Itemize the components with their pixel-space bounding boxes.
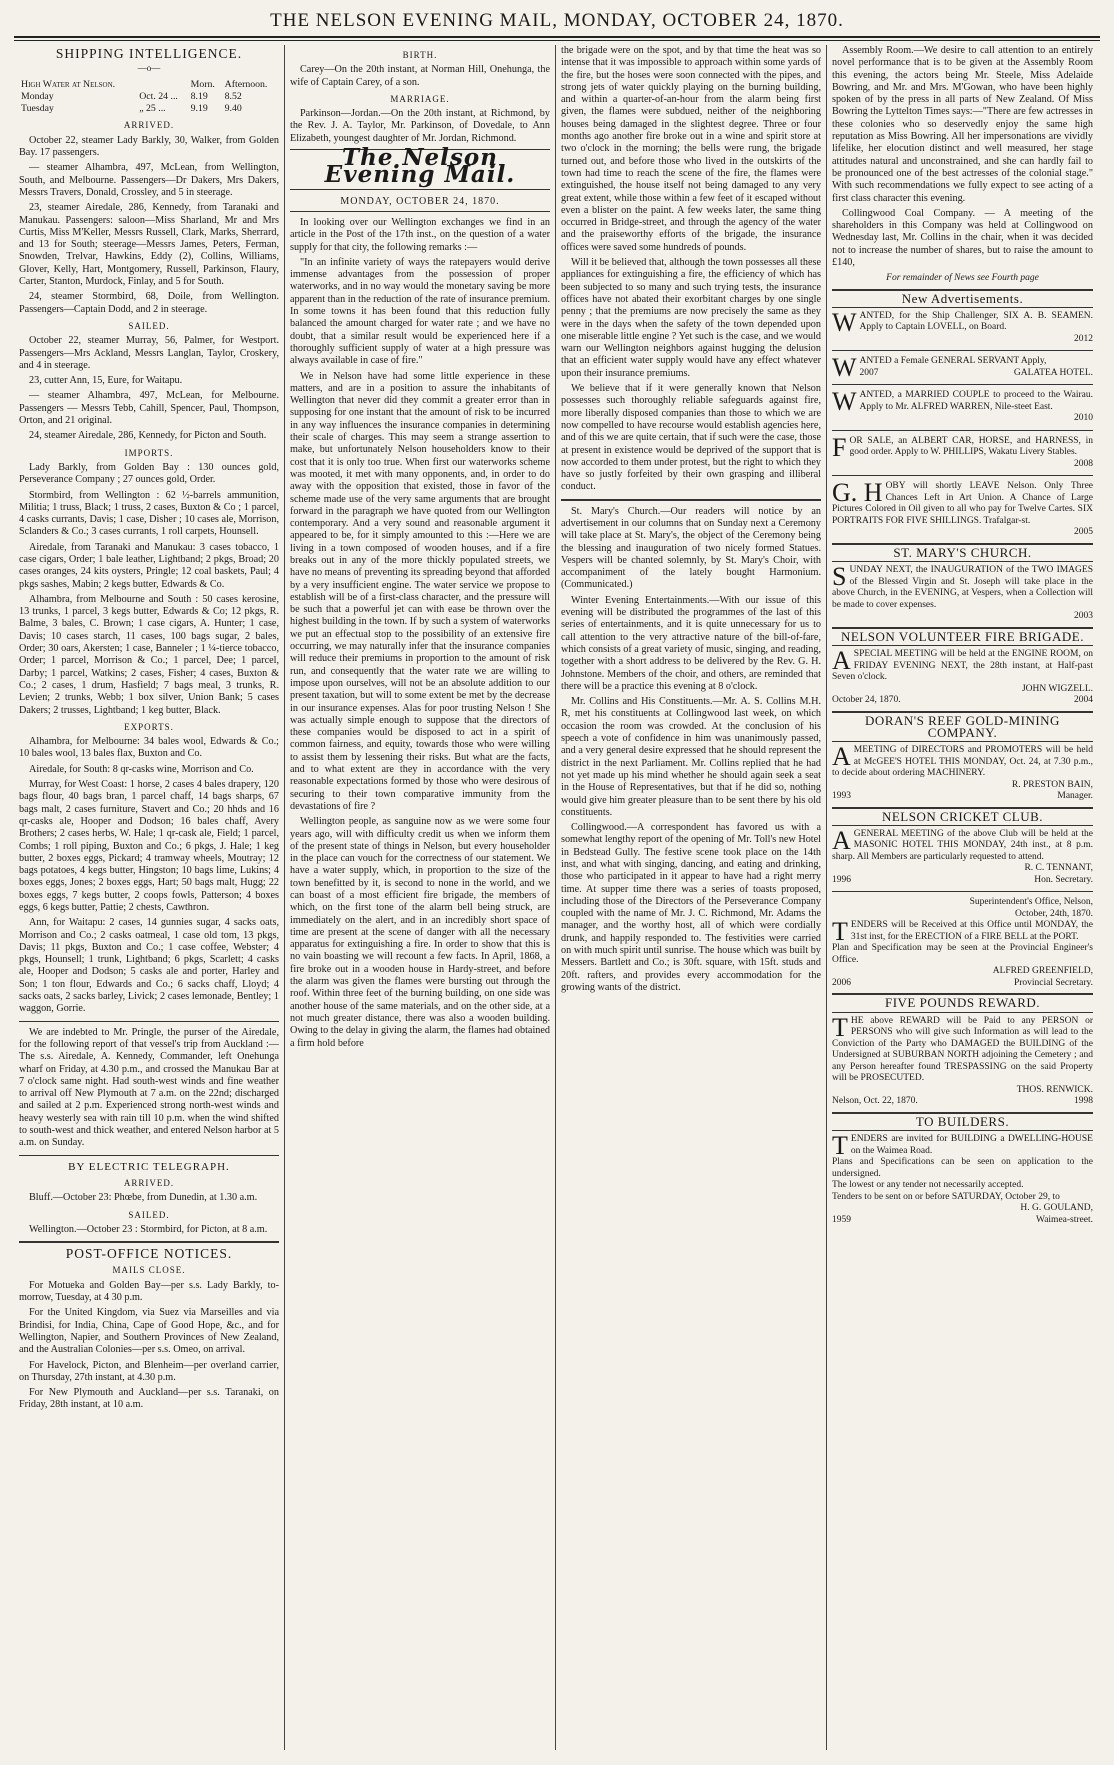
tide-afternoon: 9.40	[224, 103, 242, 115]
mail-entry: For Havelock, Picton, and Blenheim—per overland carrier, on Thursday, 27th instant, at 4.30 p.m.	[19, 1359, 279, 1383]
mail-entry: For New Plymouth and Auckland—per s.s. Taranaki, on Friday, 28th instant, at 10 a.m.	[19, 1387, 279, 1411]
imports-entry: Lady Barkly, from Golden Bay : 130 ounces gold, Perseverance Company ; 27 ounces gold, Order.	[19, 461, 279, 486]
tel-arrived: Bluff.—October 23: Phœbe, from Dunedin, at 1.30 a.m.	[29, 1192, 258, 1204]
news-coal-company: Collingwood Coal Company. — A meeting of the shareholders in this Company was held at Collingwood on Wednesday last, Mr. Collins in the chair, when it was decided not to increase the number of shares, but to raise the amount to £140,	[832, 207, 1093, 269]
news-collingwood: Collingwood.—A correspondent has favored us with a somewhat lengthy report of the opening of Mr. Toll's new Hotel in Bedstead Gully. The festive scene took place on the 14th inst, and what with singing, dancing, and eating and drinking, those who participated in it appear to have had a right merry time. At supper time there was a series of toasts proposed, including those of the Directors of the Perseverance Company coupled with the name of Mr. J. C. Richmond, Mr. Adams the manager, and the worthy host, all of which were cordially drunk, and happily responded to. The festivities were carried on with much spirit until sunrise. The house which was built by Messers. Bartlett and Co.; is 30ft. square, with 15ft. studs and 20ft. rafters, and provides every accommodation for the growing wants of the district.	[561, 822, 821, 993]
editorial-paragraph: the brigade were on the spot, and by that time the heat was so intense that it was impossible to approach within some yards of the fire, but the hoses were soon connected with the pipes, and strong jets of water quickly playing on the burning building, and within a quarter-of-an-hour from the alarm being first given, the flames were subdued, neither of the neighboring houses being damaged in the slightest degree. Three or four months ago another fire broke out in a wine and spirit store at two o'clock in the morning; the bells were rung, the brigade turned out, and before those who lived in the outskirts of the town had time to reach the scene of the fire, the flames were extinguished, the house itself not being damaged to any very great extent, while those within a few feet of it escaped without even a blister on the paint. A few weeks later, the same thing occurred in Bridge-street, and through the agency of the water and the praiseworthy efforts of the brigade, the insurance offices were saved some hundreds of pounds.	[561, 45, 821, 253]
editorial-title-box	[290, 144, 550, 190]
ad-place: GALATEA HOTEL.	[1013, 367, 1093, 378]
builders-heading: TO BUILDERS.	[832, 1112, 1093, 1131]
telegraph-heading: BY ELECTRIC TELEGRAPH.	[68, 1160, 230, 1173]
ad-send-by: Tenders to be sent on or before SATURDAY, October 29, to	[832, 1191, 1060, 1202]
sailed-entry: 24, steamer Airedale, 286, Kennedy, for Picton and South.	[29, 430, 267, 442]
ad-dorans: AMEETING of DIRECTORS and PROMOTERS will be held at McGEE'S HOTEL THIS MONDAY, Oct. 24, at 7.30 p.m., to decide about ordering MACHINERY. R. PRESTON BAIN, 1993 Manager.	[832, 742, 1093, 802]
rule	[832, 475, 1093, 476]
ad-number: 2004	[1074, 695, 1093, 706]
ad-builders: TENDERS are invited for BUILDING a DWELLING-HOUSE on the Waimea Road. Plans and Specifications can be seen on application to the undersigned. The lowest or any tender not necessarily accepted. Tenders to be sent on or before SATURDAY, October 29, to H. G. GOULAND, 1959 Waimea-street.	[832, 1131, 1093, 1225]
column-3	[556, 45, 827, 1750]
ad-reward: THE above REWARD will be Paid to any PERSON or PERSONS who will give such Information as will lead to the Conviction of the Party who DAMAGED the BUILDING of the Undersigned at SUBURBAN NORTH adjoining the Cemetery ; and any Person hereafter found TRESPASSING on the said Property will be PROSECUTED. THOS. RENWICK. Nelson, Oct. 22, 1870. 1998	[832, 1012, 1093, 1107]
tide-date: „ 25 ...	[139, 103, 166, 115]
tide-date: Oct. 24 ...	[139, 90, 178, 102]
ad-office: Superintendent's Office, Nelson,	[969, 897, 1093, 908]
ad-date: October 24, 1870.	[832, 695, 901, 706]
rule	[832, 350, 1093, 351]
ad-signature: THOS. RENWICK.	[1016, 1084, 1093, 1095]
exports-heading: EXPORTS.	[124, 721, 174, 732]
ad-fire-brigade: ASPECIAL MEETING will be held at the ENGINE ROOM, on FRIDAY EVENING NEXT, the 28th instant, at Half-past Seven o'clock. JOHN WIGZELL. October 24, 1870. 2004	[832, 646, 1093, 706]
rule	[561, 499, 821, 501]
ad-role: Manager.	[1057, 791, 1093, 802]
airedale-report: We are indebted to Mr. Pringle, the purser of the Airedale, for the following report of that vessel's trip from Auckland :—The s.s. Airedale, A. Kennedy, Commander, left Onehunga wharf on Friday, at 4.30 p.m., and crossed the Manukau Bar at 7 o'clock same night. Had south-west winds and fine weather to arrival off New Plymouth at 7 a.m. on the 22nd; discharged and sailed at 2 p.m. Experienced strong north-west winds and heavy westerly sea with rain till 10 p.m. when the wind shifted to south-west and thick weather, and entered Nelson harbor at 5 a.m. on Sunday.	[19, 1026, 279, 1149]
ad-date: October, 24th, 1870.	[1015, 908, 1093, 919]
ad-number: 2007	[859, 367, 879, 378]
tel-arrived-heading: ARRIVED.	[123, 1177, 175, 1188]
ad-number: 2005	[1074, 527, 1093, 538]
editorial-paragraph: We believe that if it were generally known that Nelson possesses such thoroughly reliable safeguards against fire, more liberally disposed companies than those to which we are now compelled to have recourse would establish agencies here, and of this we are quite certain, that if such were the case, those at present in existence would be deprived of the support that is now accorded to them under protest, but the right to which they have so justly forfeited by their own grasping and illiberal conduct.	[561, 383, 821, 493]
ad-street: Waimea-street.	[1036, 1214, 1093, 1225]
paper-title: The Nelson Evening Mail.	[324, 144, 516, 189]
editorial-quote: "In an infinite variety of ways the ratepayers would derive immense advantages from the possession of proper waterworks, and in no way would the monetary saving be more apparent than in the reduction of the rate of insurance premium. In some towns it has been found that this reduction fully balanced the amount charged for water rate ; and we have no doubt, that a similar result would be experienced here if a thoroughly sufficient supply of water at a high pressure was always available in case of fire."	[290, 256, 550, 367]
dorans-heading: DORAN'S REEF GOLD-MINING COMPANY.	[832, 711, 1093, 743]
marriage-notice: Parkinson—Jordan.—On the 20th instant, at Richmond, by the Rev. J. A. Taylor, Mr. Parkinson, of Dovedale, to Ann Elizabeth, youngest daughter of Mr. Jordan, Richmond.	[290, 108, 550, 144]
ad-st-marys: SUNDAY NEXT, the INAUGURATION of the TWO IMAGES of the Blessed Virgin and St. Joseph will take place in the above Church, in the EVENING, at Vespers, when a Collection will be made to cover expenses. 2003	[832, 562, 1093, 622]
masthead-rule-thin	[14, 40, 1100, 41]
ad-signature: R. PRESTON BAIN,	[1011, 779, 1093, 790]
sailed-entry: October 22, steamer Murray, 56, Palmer, for Westport. Passengers—Mrs Ackland, Messrs Langlan, Taylor, Croskery, and 4 in steerage.	[19, 335, 279, 371]
ad-for-sale: FOR SALE, an ALBERT CAR, HORSE, and HARNESS, in good order. Apply to W. PHILLIPS, Wakatu Livery Stables. 2008	[832, 432, 1093, 469]
rule	[19, 1021, 279, 1022]
ad-text: GENERAL MEETING of the above Club will be held at the MASONIC HOTEL THIS MONDAY, 24th inst., at 8 p.m. sharp. All Members are particularly requested to attend.	[832, 828, 1093, 862]
columns	[14, 45, 1100, 1750]
masthead-rule	[14, 36, 1100, 38]
tide-morn: 9.19	[190, 103, 208, 115]
ad-text: ANTED, for the Ship Challenger, SIX A. B. SEAMEN. Apply to Captain LOVELL, on Board.	[859, 310, 1093, 333]
post-heading: POST-OFFICE NOTICES.	[65, 1246, 233, 1262]
ad-text: ENDERS will be Received at this Office until MONDAY, the 31st inst, for the ERECTION of a FIRE BELL at the PORT.	[850, 920, 1093, 942]
ad-lowest-tender: The lowest or any tender not necessarily accepted.	[832, 1180, 1024, 1191]
ad-hoby: G. H OBY will shortly LEAVE Nelson. Only Three Chances Left in Art Union. A Chance of Large Pictures Colored in Oil given to all who pay for Twelve Cartes. SIX PORTRAITS FOR FIVE SHILLINGS. Trafalgar-st. 2005	[832, 478, 1093, 538]
ad-text: OBY will shortly LEAVE Nelson. Only Three Chances Left in Art Union. A Chance of Large Pictures Colored in Oil given to all who pay for Twelve Cartes. SIX PORTRAITS FOR FIVE SHILLINGS. Trafalgar-st.	[832, 481, 1093, 526]
ad-number: 2010	[1074, 413, 1093, 424]
ad-date: Nelson, Oct. 22, 1870.	[832, 1096, 918, 1107]
st-marys-ad-heading: ST. MARY'S CHURCH.	[832, 543, 1093, 562]
imports-heading: IMPORTS.	[124, 447, 174, 458]
ad-fire-bell-tenders: Superintendent's Office, Nelson, October, 24th, 1870. T ENDERS will be Received at this Office until MONDAY, the 31st inst, for the ERECTION of a FIRE BELL at the PORT. Plan and Specification may be seen at the Provincial Engineer's Office. ALFRED GREENFIELD, 2006 Provincial Secretary.	[832, 897, 1093, 988]
birth-heading: BIRTH.	[402, 50, 438, 60]
news-winter-entertainments: Winter Evening Entertainments.—With our issue of this evening will be distributed the programmes of the last of this series of entertainments, and it is quite unnecessary for us to call attention to the very attractive nature of the bill-of-fare, which consists of a great variety of music, singing, and reading, together with a short address to be delivered by the Rev. G. H. Johnstone. Members of the choir, and others, are reminded that there will be a practice this evening at 8 o'clock.	[561, 594, 822, 692]
tide-afternoon: 8.52	[224, 90, 242, 102]
masthead: THE NELSON EVENING MAIL, MONDAY, OCTOBER 24, 1870.	[270, 10, 844, 31]
ad-married-couple: WANTED, a MARRIED COUPLE to proceed to the Wairau. Apply to Mr. ALFRED WARREN, Nile-steet East. 2010	[832, 387, 1093, 424]
news-st-marys: St. Mary's Church.—Our readers will notice by an advertisement in our columns that on Sunday next a Ceremony will take place at St. Mary's, the object of the Ceremony being the blessing and inauguration of two nicely formed Statues. Vespers will be chanted solemnly, by St. Mary's Choir, with accompaniment of the lately bought Harmonium. (Communicated.)	[561, 505, 821, 591]
ad-number: 2008	[1074, 458, 1093, 469]
editorial-paragraph: Wellington people, as sanguine now as we were some four years ago, will with difficulty credit us when we inform them of the present state of things in Nelson, but every householder in the place can vouch for the correctness of our statement. We have a water supply, which, in proportion to the size of the town benefitted by it, is second to none in the world, and we can boast of a most efficient fire brigade, the members of which, on the first tone of the alarm bell being struck, are immediately on the alert, and in an incredibly short space of time are present at the scene of danger with all the necessary apparatus for extinguishing a fire. In order to show that this is no vain boasting we will recount a few facts. In April, 1868, a fire broke out in a wooden house in Hardy-street, and before the alarm was given the flames were bursting out through the roof. Within three feet of the burning building, on one side was another house of the same materials, and on the other side, at a not much greater distance, there was also a wooden building. Owing to the delay in giving the alarm, the flames had obtained a firm hold before	[290, 816, 550, 1049]
tide-row	[19, 103, 279, 115]
remainder-note: For remainder of News see Fourth page	[886, 273, 1039, 284]
ad-number: 1993	[832, 791, 851, 802]
rule	[19, 1155, 279, 1156]
ad-text: UNDAY NEXT, the INAUGURATION of the TWO IMAGES of the Blessed Virgin and St. Joseph will take place in the above Church, in the EVENING, at Vespers, when a Collection will be made to cover expenses.	[832, 565, 1093, 610]
mails-heading: MAILS CLOSE.	[112, 1265, 186, 1276]
ad-number: 2012	[1074, 333, 1093, 344]
ad-text: ANTED a Female GENERAL SERVANT Apply,	[859, 356, 1047, 367]
imports-entry: Stormbird, from Wellington : 62 ½-barrels ammunition, Militia; 1 truss, Black; 1 truss, 2 cases, Buxton & Co ; 1 parcel, 4 casks currants, Davis; 1 case, Disher ; 10 cases ale, Morrison, Sclanders & Co.; 3 cases currants, 1 roll carpets, Hounsell.	[19, 489, 279, 538]
arrived-entry: 24, steamer Stormbird, 68, Doile, from Wellington. Passengers—Captain Dodd, and 2 in steerage.	[19, 291, 279, 315]
reward-heading: FIVE POUNDS REWARD.	[832, 993, 1093, 1012]
column-4	[827, 45, 1098, 1750]
ad-number: 1996	[832, 874, 851, 885]
ad-text: OR SALE, an ALBERT CAR, HORSE, and HARNESS, in good order. Apply to W. PHILLIPS, Wakatu Livery Stables.	[849, 435, 1093, 458]
rule	[19, 1241, 279, 1243]
imports-entry: Airedale, from Taranaki and Manukau: 3 cases tobacco, 1 case cigars, Order; 1 bale leather, Lightband; 2 pkgs, Broad; 20 cases oranges, 24 kits oysters, Pringle; 12 coal baskets, Paul; 4 pkgs sashes, Mabin; 2 kegs butter, Edwards & Co.	[19, 541, 279, 590]
arrived-entry: — steamer Alhambra, 497, McLean, from Wellington, South, and Melbourne. Passengers—Dr Dakers, Mrs Dakers, Messrs Travers, Donald, Crossley, and 5 in steerage.	[19, 162, 279, 198]
ad-text: ENDERS are invited for BUILDING a DWELLING-HOUSE on the Waimea Road.	[850, 1134, 1093, 1156]
ad-plans: Plans and Specifications can be seen on application to the undersigned.	[832, 1157, 1093, 1179]
editorial-paragraph: In looking over our Wellington exchanges we find in an article in the Post of the 17th inst., on the question of a water supply for that city, the following remarks :—	[290, 216, 550, 253]
birth-notice: Carey—On the 20th instant, at Norman Hill, Onehunga, the wife of Captain Carey, of a son.	[290, 64, 550, 88]
mail-entry: For the United Kingdom, via Suez via Marseilles and via Brindisi, for India, China, Cape of Good Hope, &c., and for Wellington, Napier, and Southern Provinces of New Zealand, and the Australian Colonies—per s.s. Omeo, on arrival.	[19, 1307, 279, 1356]
editorial-paragraph: Will it be believed that, although the town possesses all these appliances for extinguishing a fire, the efficiency of which has been subjected to so many and such trying tests, the insurance offices have not abated their exorbitant charges by one single penny ; that the premiums are now precisely the same as they were in the days when the safety of the town depended upon one miserable little engine ? Yet such is the case, and we would warn our Wellington neighbors against hugging the delusion that an efficient water supply would have any effect whatever upon their insurance premiums.	[561, 257, 821, 379]
editorial-dateline: MONDAY, OCTOBER 24, 1870.	[290, 194, 550, 212]
tel-sailed-heading: SAILED.	[128, 1209, 170, 1220]
ad-number: 2003	[1074, 611, 1093, 622]
ad-text: SPECIAL MEETING will be held at the ENGINE ROOM, on FRIDAY EVENING NEXT, the 28th instant, at Half-past Seven o'clock.	[832, 649, 1093, 683]
ad-signature: ALFRED GREENFIELD,	[992, 966, 1093, 977]
ad-cricket: AGENERAL MEETING of the above Club will be held at the MASONIC HOTEL THIS MONDAY, 24th inst., at 8 p.m. sharp. All Members are particularly requested to attend. R. C. TENNANT, 1996 Hon. Secretary.	[832, 825, 1093, 885]
ad-role: Hon. Secretary.	[1034, 874, 1093, 885]
sailed-entry: — steamer Alhambra, 497, McLean, for Melbourne. Passengers — Messrs Tebb, Cahill, Spencer, Paul, Thompson, Orton, and 21 original.	[19, 390, 279, 427]
tide-header-label: High Water at Nelson.	[21, 78, 116, 90]
sailed-heading: SAILED.	[128, 320, 170, 331]
ad-text: HE above REWARD will be Paid to any PERSON or PERSONS who will give such Information as will lead to the Conviction of the Party who DAMAGED the BUILDING of the Undersigned at SUBURBAN NORTH adjoining the Cemetery ; and any Person hereafter found TRESPASSING on the said Property will be PROSECUTED.	[832, 1015, 1093, 1084]
column-1	[14, 45, 285, 1750]
ad-number: 1998	[1074, 1096, 1093, 1107]
ad-text: MEETING of DIRECTORS and PROMOTERS will be held at McGEE'S HOTEL THIS MONDAY, Oct. 24, at 7.30 p.m., to decide about ordering MACHINERY.	[832, 745, 1093, 779]
ad-signature: R. C. TENNANT,	[1024, 863, 1093, 874]
arrived-entry: October 22, steamer Lady Barkly, 30, Walker, from Golden Bay. 17 passengers.	[19, 134, 279, 159]
exports-entry: Ann, for Waitapu: 2 cases, 14 gunnies sugar, 4 sacks oats, Morrison and Co.; 2 casks oatmeal, 1 case old tom, 13 pkgs, Davis; 11 pkgs, Buxton and Co.; 1 case coffee, Webster; 4 pkgs, Hounsell; 1 trunk, Lightband; 6 pkgs, Scarlett; 4 casks ale, Hooper and Dodson; 5 casks ale and porter, Harley and Son; 1 ton flour, Edwards and Co.; 6 sacks chaff, Lloyd; 4 sacks oats, 2 sacks barley, Livick; 2 cases lemonade, Bentley; 1 waggon, Gorrie.	[19, 917, 279, 1015]
ad-number: 1959	[832, 1214, 851, 1225]
column-2	[285, 45, 556, 1750]
exports-entry: Alhambra, for Melbourne: 34 bales wool, Edwards & Co.; 10 bales wool, 13 bales flax, Buxton and Co.	[19, 736, 279, 760]
arrived-heading: ARRIVED.	[123, 120, 175, 131]
tide-header-morn: Morn.	[190, 78, 215, 90]
tide-header-afternoon: Afternoon.	[224, 78, 268, 90]
rule	[832, 384, 1093, 385]
cricket-heading: NELSON CRICKET CLUB.	[832, 807, 1093, 826]
shipping-heading: SHIPPING INTELLIGENCE.	[55, 46, 243, 61]
ad-servant: WANTED a Female GENERAL SERVANT Apply, 2007 GALATEA HOTEL.	[832, 353, 1093, 383]
editorial-paragraph: We in Nelson have had some little experience in these matters, and are in a position to assure the inhabitants of Wellington that never did they commit a greater error than in supposing for one instant that the amount of risk to be incurred in any way influences the insurance companies in determining their scale of charges. This may seem a strange assertion to make, but unfortunately Nelson householders know to their cost that it is only too true. When first our waterworks scheme was mooted, it met with many opponents, and, in order to do away with the opposition that existed, those in favor of the scheme made use of the very same arguments that are brought forward in the paragraph we have quoted from our Wellington contemporary. And a very sound and reasonable argument it appeared to be, for it simply amounted to this :—Here we are living in a town composed of wooden houses, and if a fire breaks out in any of the more thickly populated streets, we have no means of preventing its spreading beyond that afforded by a very insufficient engine. The water service we propose to establish will be of a first-class character, and the pressure will be such that a powerful jet can with ease be thrown over the highest building in the town. If by such a system of waterworks we put an effectual stop to the possibility of an extensive fire occurring, we may naturally infer that the insurance companies will reduce their premiums in proportion to the amount of risk run, and consequently that the water rate we are willing to impose upon ourselves, will not be an absolute addition to our present taxation, but will to some extent be met by the decrease in our insurance expenses. Alas for poor trusting Nelson ! She was actually simple enough to suppose that the directors of these companies would be disposed to act in a spirit of common fairness, and equity, towards those who were willing to assist them by lessening their risks. But what are the facts, and to what extent are they in accordance with the very reasonable expectations formed by those who were desirous of securing to their town comparative immunity from the devastations of fire ?	[290, 370, 550, 812]
new-ads-heading: New Advertisements.	[832, 289, 1093, 308]
ad-signature: H. G. GOULAND,	[1020, 1203, 1093, 1214]
news-assembly-room: Assembly Room.—We desire to call attention to an entirely novel performance that is to be given at the Assembly Room this evening, the actors being Mr. Steele, Miss Adelaide Bowring, and Mr. and Mrs. M'Gowan, who have been highly spoken of by the press in all parts of New Zealand. Of Miss Bowring the Lyttelton Times says:—"There are few actresses in these colonies who so deservedly enjoy the same high reputation as Miss Bowring. All her impersonations are vividly lifelike, her elocution distinct and well measured, her stage attitudes natural and unconstrained, and she can hardly fail to be pronounced one of the best actresses of the colonial stage." With such recommendations we fully expect to see acting of a first class character this evening.	[832, 45, 1093, 204]
imports-entry: Alhambra, from Melbourne and South : 50 cases kerosine, 13 trunks, 1 parcel, 3 kegs butter, Edwards & Co; 12 pkgs, R. Balme, 3 bales, C. Brown; 1 case cigars, A. Hunter; 1 case, Davis; 10 cases starch, 11 cases, 100 bags sugar, 2 bales, Order; 30 oars, Akersten; 1 case, Banneler ; 1 ¼-tierce tobacco, Order; 1 parcel, Morrison & Co.; 1 parcel, Dee; 1 parcel, Darby; 1 parcel, Watkins; 2 cases, Fisher; 4 cases, Buxton & Co.; 2 cases, 1 drum, Hasfield; 7 bags meal, 3 trunks, R. Levien; 2 trunks, Webb; 1 box silver, Union Bank; 5 cases Dakers; 2 trusses, Lightband; 1 keg butter, Black.	[19, 593, 279, 716]
tide-table	[19, 79, 279, 116]
ad-number: 2006	[832, 977, 851, 988]
ad-signature: JOHN WIGZELL.	[1021, 683, 1093, 694]
exports-entry: Airedale, for South: 8 qr-casks wine, Morrison and Co.	[29, 763, 254, 775]
rule	[832, 891, 1093, 892]
tide-day: Monday	[21, 90, 54, 102]
rule	[832, 430, 1093, 431]
tide-row	[19, 91, 279, 103]
ad-role: Provincial Secretary.	[1013, 977, 1093, 988]
news-collins: Mr. Collins and His Constituents.—Mr. A. S. Collins M.H. R, met his constituents at Collingwood last week, on which occasion the room was crowded. At the conclusion of his speech a vote of confidence in him was unanimously passed, and a very general desire expressed that he should represent the district in the next Parliament. Mr. Collins replied that he had not yet made up his mind whether he should again seek a seat in the House of Representatives, but that if he did so, nothing would give him greater pleasure than to be sent there by his old constituents.	[561, 696, 821, 818]
ad-text: ANTED, a MARRIED COUPLE to proceed to the Wairau. Apply to Mr. ALFRED WARREN, Nile-steet East.	[859, 390, 1093, 412]
arrived-entry: 23, steamer Airedale, 286, Kennedy, from Taranaki and Manukau. Passengers: saloon—Miss Sharland, Mr and Mrs Curtis, Miss M'Keller, Messrs Russell, Clark, Marks, Sherrard, and 13 for South; steerage—Messrs James, Peters, Ferman, Snowden, Trelvar, Hawkins, Eddy (2), Collins, Williams, Glover, Kelly, Hart, Montgomery, Russell, Parkinson, Flaury, Carter, Stanton, Murdock, Finlay, and 5 for South.	[19, 202, 279, 288]
tel-sailed: Wellington.—October 23 : Stormbird, for Picton, at 8 a.m.	[29, 1223, 268, 1235]
tide-morn: 8.19	[190, 90, 208, 102]
fire-brigade-heading: NELSON VOLUNTEER FIRE BRIGADE.	[832, 627, 1093, 646]
ad-plans: Plan and Specification may be seen at the Provincial Engineer's Office.	[832, 943, 1093, 965]
exports-entry: Murray, for West Coast: 1 horse, 2 cases 4 bales drapery, 120 bags flour, 40 bags bran, 1 parcel chaff, 14 bags sharps, 67 bags malt, 2 cases furniture, Stavert and Co.; 20 hhds and 16 qr-casks ale, Hooper and Dodson; 16 bales chaff, Avery Brothers; 2 cases herbs, W. Hale; 1 qr-cask ale, Field; 1 parcel, Combs; 1 roll piping, Buxton and Co.; 6 pkgs, J. Hale; 1 keg butter, 2 boxes eggs, Pickard; 4 tramway wheels, Moutray; 12 bags potatoes, 4 kegs butter, Hingston; 10 bags lime, Lukins; 4 boxes eggs, Jones; 2 boxes eggs, Hart; 50 bags malt, Hugg; 22 boxes eggs, 7 kegs butter, 2 coops fowls, Patterson; 4 boxes eggs, 6 kegs butter, Pattie; 2 chests, Cawthron.	[19, 779, 279, 913]
divider: —o—	[137, 63, 161, 74]
mail-entry: For Motueka and Golden Bay—per s.s. Lady Barkly, to-morrow, Tuesday, at 4 30 p.m.	[19, 1279, 279, 1304]
tide-day: Tuesday	[21, 103, 54, 115]
marriage-heading: MARRIAGE.	[390, 93, 450, 104]
ad-seamen: WANTED, for the Ship Challenger, SIX A. B. SEAMEN. Apply to Captain LOVELL, on Board. 2012	[832, 307, 1093, 344]
sailed-entry: 23, cutter Ann, 15, Eure, for Waitapu.	[29, 375, 183, 387]
